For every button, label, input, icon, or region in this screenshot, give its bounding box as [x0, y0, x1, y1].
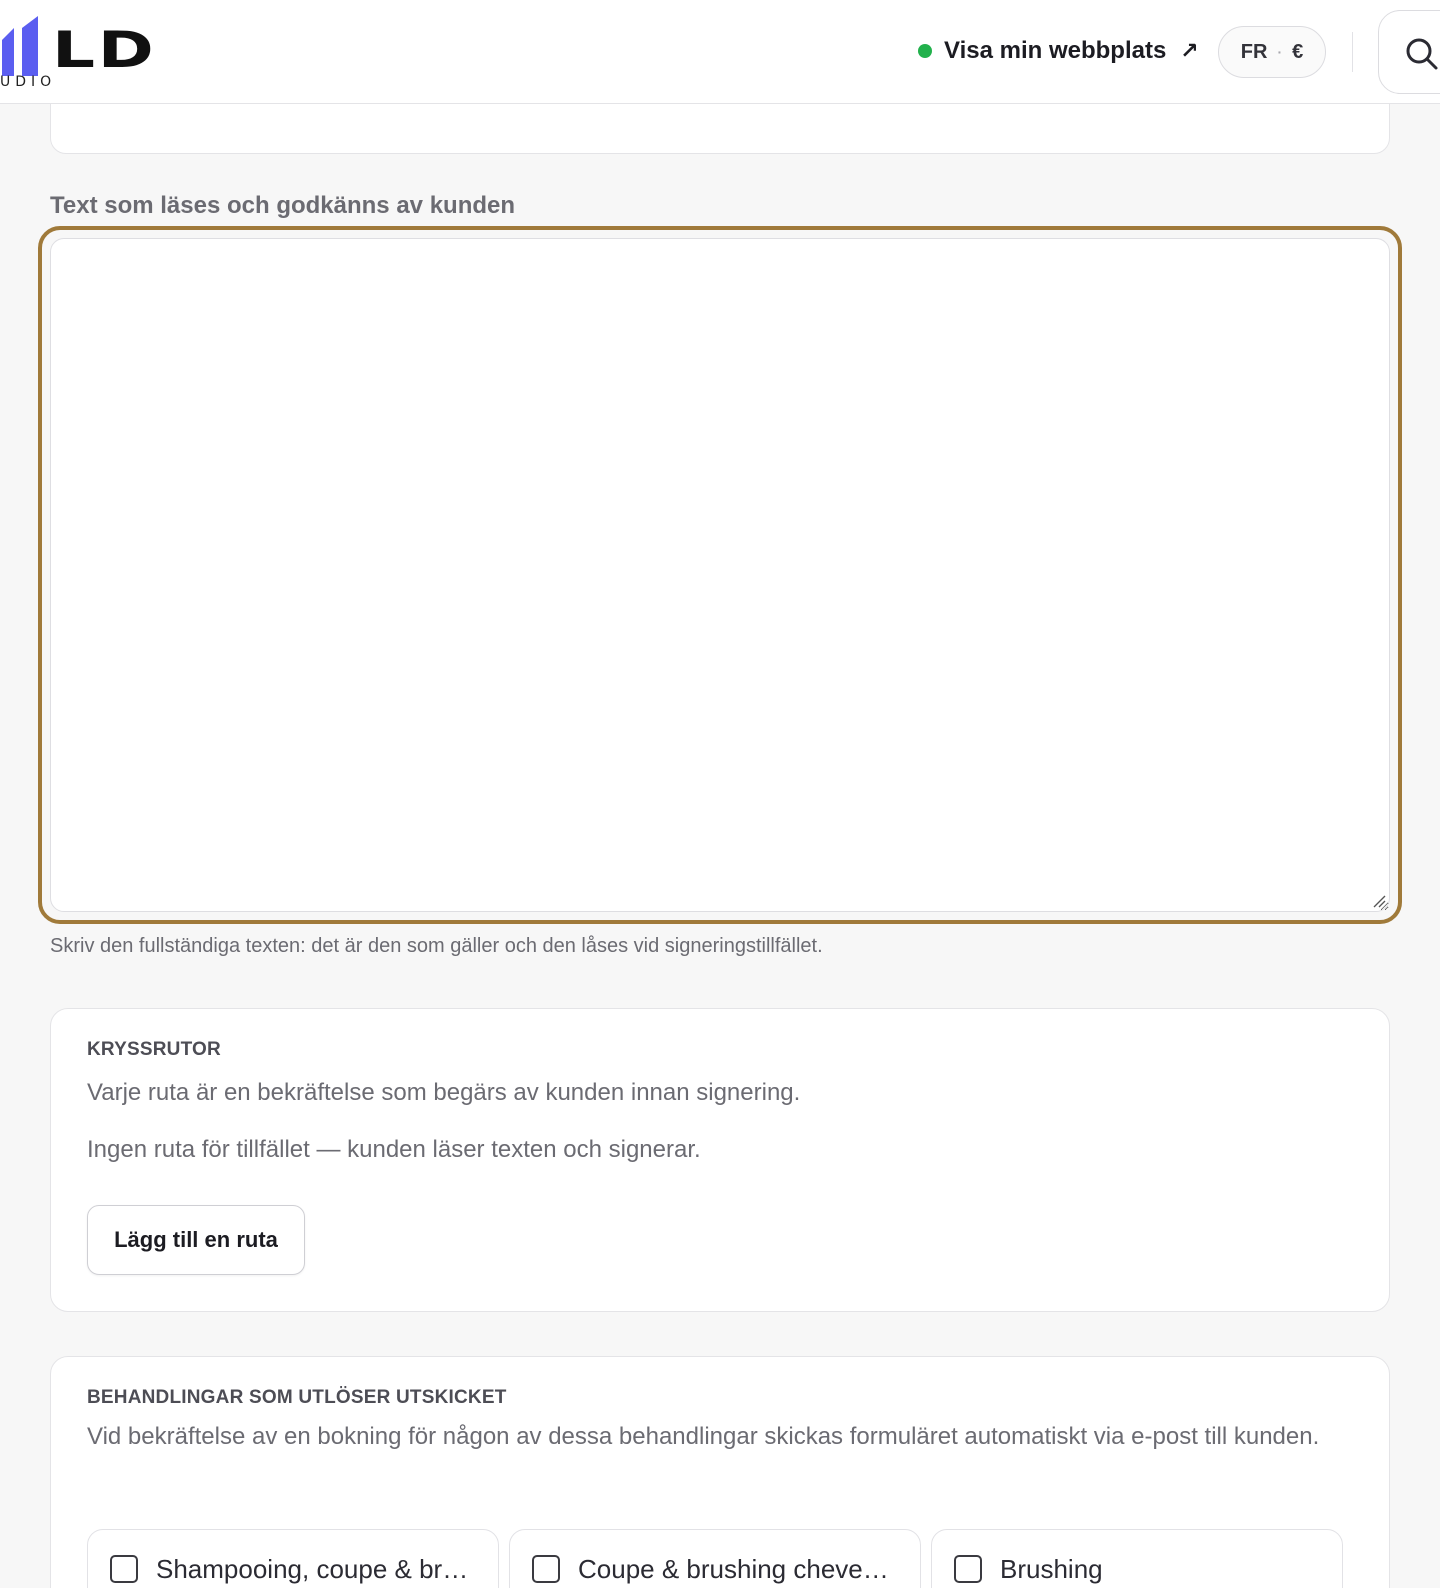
logo-bars-icon — [0, 16, 40, 76]
treatment-label: Coupe & brushing cheve… — [578, 1553, 889, 1584]
consent-text-label: Text som läses och godkänns av kunden — [50, 192, 516, 219]
search-button[interactable] — [1378, 10, 1440, 94]
treatments-section-title: BEHANDLINGAR SOM UTLÖSER UTSKICKET — [87, 1387, 507, 1408]
locale-language: FR — [1240, 40, 1268, 63]
treatment-checkbox[interactable] — [954, 1555, 982, 1583]
treatment-option[interactable] — [87, 1529, 499, 1588]
treatment-option[interactable] — [931, 1529, 1343, 1588]
checkboxes-empty-state: Ingen ruta för tillfället — kunden läser texten och signerar. — [87, 1136, 701, 1163]
treatments-card — [50, 1356, 1390, 1588]
checkboxes-section-title: KRYSSRUTOR — [87, 1039, 221, 1060]
logo-letters: LD — [52, 21, 157, 79]
treatment-checkbox[interactable] — [532, 1555, 560, 1583]
header-divider — [1352, 32, 1353, 72]
consent-text-input[interactable] — [50, 238, 1390, 912]
top-bar — [0, 0, 1440, 104]
logo-subtitle: UDIO — [0, 74, 57, 90]
treatment-label: Brushing — [1000, 1553, 1103, 1584]
treatments-section-description: Vid bekräftelse av en bokning för någon av dessa behandlingar skickas formuläret automatiskt via e-post till kunden. — [87, 1423, 1320, 1450]
locale-separator: · — [1277, 44, 1283, 60]
brand-logo[interactable] — [0, 12, 160, 92]
checkboxes-section-description: Varje ruta är en bekräftelse som begärs av kunden innan signering. — [87, 1079, 801, 1106]
online-status-dot — [918, 44, 932, 58]
consent-text-helper: Skriv den fullständiga texten: det är den som gäller och den låses vid signeringstillfället. — [50, 935, 823, 957]
treatment-option[interactable] — [509, 1529, 921, 1588]
checkboxes-card — [50, 1008, 1390, 1312]
treatment-checkbox[interactable] — [110, 1555, 138, 1583]
add-checkbox-button[interactable]: Lägg till en ruta — [87, 1205, 305, 1275]
locale-selector[interactable] — [1218, 26, 1326, 78]
resize-handle-icon[interactable] — [1372, 894, 1386, 908]
treatment-label: Shampooing, coupe & br… — [156, 1553, 469, 1584]
visit-site-label: Visa min webbplats — [944, 37, 1167, 64]
visit-site-link[interactable] — [918, 34, 1199, 68]
external-link-icon: ↗ — [1180, 38, 1199, 63]
locale-currency: € — [1292, 40, 1304, 63]
search-icon — [1405, 37, 1439, 71]
